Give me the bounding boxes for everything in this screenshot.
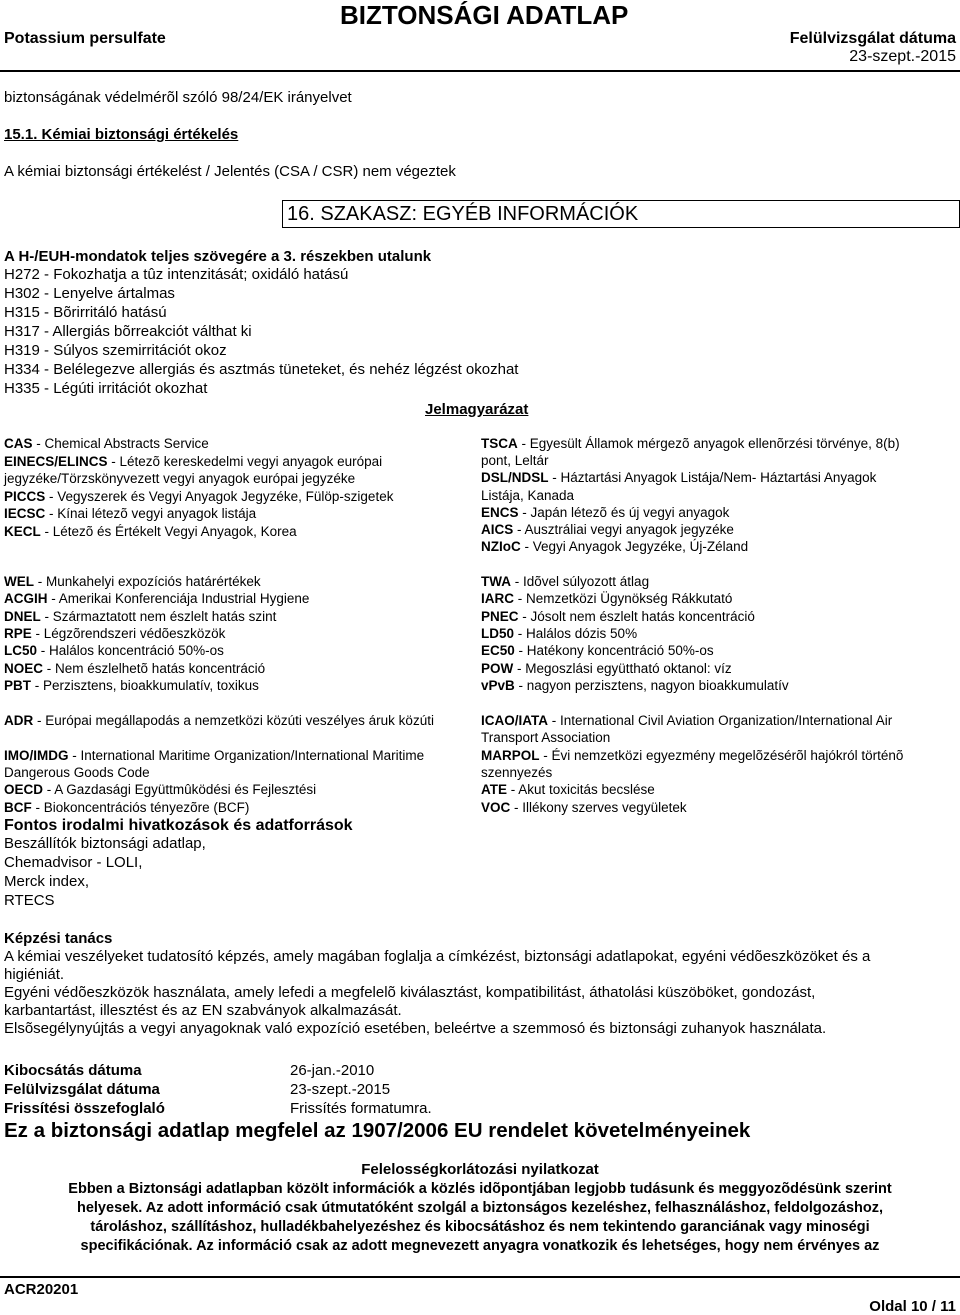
disclaimer-title: Felelosségkorlátozási nyilatkozat [361,1161,599,1178]
abbreviation-definition: - Akut toxicitás becslése [507,782,655,798]
abbreviation-definition: - Idõvel súlyozott átlag [511,574,650,589]
abbreviation-key: DNEL [4,608,41,624]
abbreviation-entry [4,489,393,504]
abbreviation-key: PNEC [481,608,519,624]
abbreviation-entry [4,626,225,641]
abbreviation-key: CAS [4,436,33,451]
reference-item: Merck index, [4,873,90,890]
abbreviation-entry [4,748,424,763]
revision-date-label: Felülvizsgálat dátuma [789,30,956,47]
abbreviation-definition: Listája, Kanada [481,487,575,503]
abbreviation-entry [481,782,655,797]
abbreviation-definition: - Származtatott nem észlelt hatás szint [40,608,277,624]
abbreviation-entry [4,661,265,676]
abbreviation-definition: Dangerous Goods Code [4,764,150,780]
training-line: karbantartást, illesztést és az EN szabványok alkalmazását. [4,1002,402,1019]
reference-item: Beszállítók biztonsági adatlap, [4,835,206,852]
abbreviation-definition: - Ausztráliai vegyi anyagok jegyzéke [513,522,734,537]
abbreviation-key: DSL/NDSL [481,470,549,486]
date-label: Felülvizsgálat dátuma [4,1081,160,1098]
training-line: Elsõsegélynyújtás a vegyi anyagoknak való expozíció esetében, beleértve a szemmosó és biztonsági zuhanyok használata. [4,1020,827,1037]
abbreviation-entry [481,539,748,554]
abbreviation-entry [481,678,789,693]
abbreviation-key: ACGIH [4,591,48,607]
abbreviation-entry [481,765,552,780]
training-line: Egyéni védõeszközök használata, amely lefedi a megfelelõ kiválasztást, kompatibilitást, áthatolási küszöböket, gondozást, [4,984,816,1001]
abbreviation-key: MARPOL [481,747,540,763]
abbreviation-definition: - International Civil Aviation Organization/International Air [548,713,893,728]
disclaimer-line: helyesek. Az adott információ csak útmutatóként szolgál a biztonságos kezeléshez, felhasználáshoz, feldolgozáshoz, [76,1200,884,1216]
abbreviation-key: OECD [4,782,44,798]
abbreviation-entry [481,591,732,606]
abbreviation-entry [4,782,316,797]
h-phrase-item: H315 - Bõrirritáló hatású [4,304,167,321]
abbreviation-definition: - Nemzetközi Ügynökség Rákkutató [514,591,733,607]
abbreviation-key: POW [481,660,514,676]
abbreviation-key: TWA [481,574,511,589]
abbreviation-definition: - A Gazdasági Együttmûködési és Fejlesztési [43,782,317,798]
abbreviation-entry [4,436,209,451]
h-phrases-reference: A H-/EUH-mondatok teljes szövegére a 3. részekben utalunk [4,248,432,265]
abbreviation-entry [481,470,876,485]
abbreviation-definition: - Évi nemzetközi egyezmény megelõzésérõl hajókról történõ [539,747,904,763]
training-line: A kémiai veszélyeket tudatosító képzés, amely magában foglalja a címkézést, biztonsági adatlapokat, egyéni védõeszközöket és a [4,948,871,965]
h-phrase-item: H272 - Fokozhatja a tûz intenzitását; oxidáló hatású [4,266,349,283]
legend-title: Jelmagyarázat [425,401,529,418]
abbreviation-entry [481,713,892,728]
abbreviation-definition: - Perzisztens, bioakkumulatív, toxikus [31,677,259,693]
s15-1-heading: 15.1. Kémiai biztonsági értékelés [4,126,239,143]
section-16-title: 16. SZAKASZ: EGYÉB INFORMÁCIÓK [287,203,639,225]
date-label: Kibocsátás dátuma [4,1062,142,1079]
abbreviation-entry [4,591,309,606]
s15-text-line: biztonságának védelmérõl szóló 98/24/EK irányelvet [4,89,352,106]
abbreviation-entry [481,436,900,451]
abbreviation-definition: - Vegyszerek és Vegyi Anyagok Jegyzéke, Fülöp-szigetek [45,488,394,504]
training-title: Képzési tanács [4,930,113,947]
abbreviation-definition: - International Maritime Organization/International Maritime [68,747,425,763]
abbreviation-definition: - Kínai létezõ vegyi anyagok listája [45,506,257,521]
abbreviation-entry [481,488,574,503]
abbreviation-definition: - Halálos dózis 50% [514,625,638,641]
abbreviation-entry [481,730,610,745]
abbreviation-key: ATE [481,782,507,798]
abbreviation-entry [481,643,714,658]
abbreviation-definition: jegyzéke/Törzskönyvezett vegyi anyagok európai jegyzéke [4,471,356,486]
abbreviation-definition: - Nem észlelhetõ hatás koncentráció [43,660,266,676]
abbreviation-definition: - Amerikai Konferenciája Industrial Hygiene [47,591,310,607]
h-phrase-item: H302 - Lenyelve ártalmas [4,285,175,302]
abbreviation-entry [4,454,382,469]
document-title: BIZTONSÁGI ADATLAP [340,0,629,30]
abbreviation-definition: Transport Association [481,730,611,746]
abbreviation-key: vPvB [481,677,515,693]
abbreviation-definition: - Jósolt nem észlelt hatás koncentráció [518,608,755,624]
abbreviation-key: LD50 [481,625,515,641]
section-16-bar [282,200,960,228]
abbreviation-entry [4,574,261,589]
abbreviation-entry [4,765,150,780]
training-line: higiéniát. [4,966,65,983]
abbreviation-entry [481,453,549,468]
abbreviation-key: LC50 [4,643,38,659]
abbreviation-definition: - Japán létezõ és új vegyi anyagok [518,504,730,520]
regulation-conformity: Ez a biztonsági adatlap megfelel az 1907/2006 EU rendelet követelményeinek [4,1119,751,1142]
page-number: Oldal 10 / 11 [869,1298,956,1315]
document-code: ACR20201 [4,1281,79,1298]
disclaimer-line: Ebben a Biztonsági adatlapban közölt információk a közlés idõpontjában legjobb tudásunk és meggyozõdésünk szerint [68,1181,892,1197]
abbreviation-definition: - Európai megállapodás a nemzetközi közúti veszélyes áruk közúti [33,713,434,728]
abbreviation-definition: - Létezõ és Értékelt Vegyi Anyagok, Korea [40,523,297,539]
abbreviation-entry [481,800,687,815]
abbreviation-key: NOEC [4,660,44,676]
abbreviation-key: EC50 [481,643,515,659]
product-name: Potassium persulfate [4,30,166,47]
date-value: Frissítés formatumra. [290,1100,432,1117]
abbreviation-key: PICCS [4,488,46,504]
abbreviation-key: BCF [4,799,32,815]
h-phrase-item: H319 - Súlyos szemirritációt okoz [4,342,227,359]
abbreviation-definition: - Vegyi Anyagok Jegyzéke, Új-Zéland [520,539,749,555]
abbreviation-definition: - Létezõ kereskedelmi vegyi anyagok európai [107,453,383,469]
date-value: 26-jan.-2010 [290,1062,375,1079]
abbreviation-definition: - Egyesült Államok mérgezõ anyagok ellenõrzési törvénye, 8(b) [517,436,900,451]
abbreviation-entry [481,748,903,763]
abbreviation-key: PBT [4,677,31,693]
abbreviation-definition: - Hatékony koncentráció 50%-os [514,643,714,659]
abbreviation-entry [4,713,434,728]
reference-item: Chemadvisor - LOLI, [4,854,143,871]
abbreviation-entry [481,626,637,641]
h-phrase-item: H334 - Belélegezve allergiás és asztmás tüneteket, és nehéz légzést okozhat [4,361,519,378]
h-phrase-item: H335 - Légúti irritációt okozhat [4,380,208,397]
abbreviation-entry [481,574,649,589]
abbreviation-key: ICAO/IATA [481,713,548,728]
abbreviation-definition: - Munkahelyi expozíciós határértékek [34,574,261,589]
abbreviation-key: TSCA [481,436,518,451]
abbreviation-definition: pont, Leltár [481,453,549,469]
abbreviation-key: WEL [4,574,34,589]
abbreviation-entry [4,471,355,486]
revision-date-value: 23-szept.-2015 [849,48,956,65]
abbreviation-entry [481,505,729,520]
disclaimer-line: specifikációnak. Az információ csak az adott megnevezett anyagra vonatkozik és lehetséges, hogy nem érvényes az [80,1238,880,1254]
abbreviation-entry [4,678,259,693]
references-title: Fontos irodalmi hivatkozások és adatforrások [4,817,353,834]
abbreviation-definition: - Halálos koncentráció 50%-os [37,643,224,659]
header-divider [0,70,960,72]
date-label: Frissítési összefoglaló [4,1100,165,1117]
abbreviation-key: EINECS/ELINCS [4,453,108,469]
disclaimer-line: tároláshoz, szállításhoz, hulladékbahelyezéshez és kibocsátáshoz és nem tekintendo garanciának vagy minoségi [90,1219,870,1235]
abbreviation-entry [4,800,249,815]
abbreviation-definition: - Megoszlási együttható oktanol: víz [513,660,732,676]
abbreviation-key: ADR [4,713,34,728]
date-value: 23-szept.-2015 [290,1081,391,1098]
abbreviation-key: ENCS [481,504,519,520]
abbreviation-entry [4,609,276,624]
abbreviation-key: NZIoC [481,539,521,555]
abbreviation-definition: - Légzõrendszeri védõeszközök [31,625,226,641]
abbreviation-key: KECL [4,523,41,539]
abbreviation-definition: - nagyon perzisztens, nagyon bioakkumulatív [514,677,789,693]
h-phrase-item: H317 - Allergiás bõrreakciót válthat ki [4,323,252,340]
abbreviation-definition: - Biokoncentrációs tényezõre (BCF) [31,799,250,815]
abbreviation-key: VOC [481,799,511,815]
reference-item: RTECS [4,892,55,909]
abbreviation-definition: szennyezés [481,764,553,780]
abbreviation-key: IECSC [4,506,46,521]
abbreviation-key: IARC [481,591,514,607]
abbreviation-entry [481,522,734,537]
abbreviation-key: AICS [481,522,514,537]
footer-divider [0,1276,960,1278]
abbreviation-entry [481,661,732,676]
abbreviation-key: RPE [4,625,32,641]
abbreviation-definition: - Illékony szerves vegyületek [510,799,687,815]
s15-csa-text: A kémiai biztonsági értékelést / Jelentés (CSA / CSR) nem végeztek [4,163,456,180]
abbreviation-entry [4,506,256,521]
abbreviation-definition: - Chemical Abstracts Service [32,436,209,451]
abbreviation-entry [481,609,755,624]
abbreviation-entry [4,643,224,658]
abbreviation-key: IMO/IMDG [4,747,69,763]
abbreviation-entry [4,524,297,539]
abbreviation-definition: - Háztartási Anyagok Listája/Nem- Háztartási Anyagok [548,470,877,486]
